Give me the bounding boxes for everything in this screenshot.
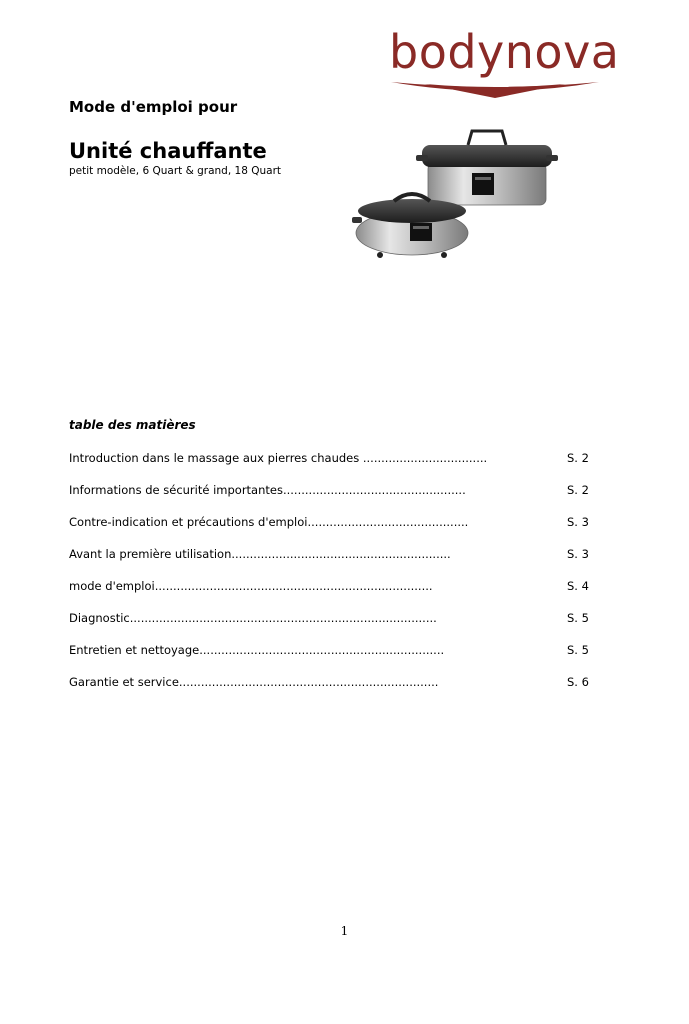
toc-entry-label: Diagnostic.................................................................................... <box>69 611 437 625</box>
model-info: petit modèle, 6 Quart & grand, 18 Quart <box>69 165 282 177</box>
toc-entry-label: Avant la première utilisation............................................................ <box>69 547 451 561</box>
toc-entry-page: S. 4 <box>567 579 589 593</box>
logo-swoosh <box>385 22 605 102</box>
toc-entry-page: S. 6 <box>567 675 589 689</box>
toc-entry[interactable] <box>69 450 593 482</box>
toc-entry-label: Garantie et service....................................................................... <box>69 675 439 689</box>
toc-entry-page: S. 2 <box>567 451 589 465</box>
toc-entry-label: Informations de sécurité importantes.................................................. <box>69 483 466 497</box>
toc-entry-page: S. 3 <box>567 547 589 561</box>
toc-entry[interactable] <box>69 610 593 642</box>
heating-unit-product-image <box>350 125 560 263</box>
table-of-contents <box>69 450 593 706</box>
toc-entry-label: Entretien et nettoyage................................................................... <box>69 643 445 657</box>
toc-entry-page: S. 2 <box>567 483 589 497</box>
toc-entry[interactable] <box>69 642 593 674</box>
toc-entry[interactable] <box>69 482 593 514</box>
toc-entry[interactable] <box>69 546 593 578</box>
toc-entry-page: S. 3 <box>567 515 589 529</box>
toc-entry[interactable] <box>69 674 593 706</box>
page-title: Unité chauffante <box>69 139 267 163</box>
bodynova-logo <box>385 22 620 102</box>
toc-entry-page: S. 5 <box>567 611 589 625</box>
toc-entry[interactable] <box>69 514 593 546</box>
toc-entry-label: Introduction dans le massage aux pierres chaudes .................................. <box>69 451 488 465</box>
logo-wordmark: bodynova <box>389 25 620 79</box>
toc-entry[interactable] <box>69 578 593 610</box>
page-number: 1 <box>340 924 349 938</box>
toc-entry-page: S. 5 <box>567 643 589 657</box>
manual-subtitle: Mode d'emploi pour <box>69 98 238 116</box>
toc-entry-label: mode d'emploi............................................................................ <box>69 579 433 593</box>
toc-entry-label: Contre-indication et précautions d'emploi............................................ <box>69 515 469 529</box>
toc-heading: table des matières <box>69 418 196 432</box>
